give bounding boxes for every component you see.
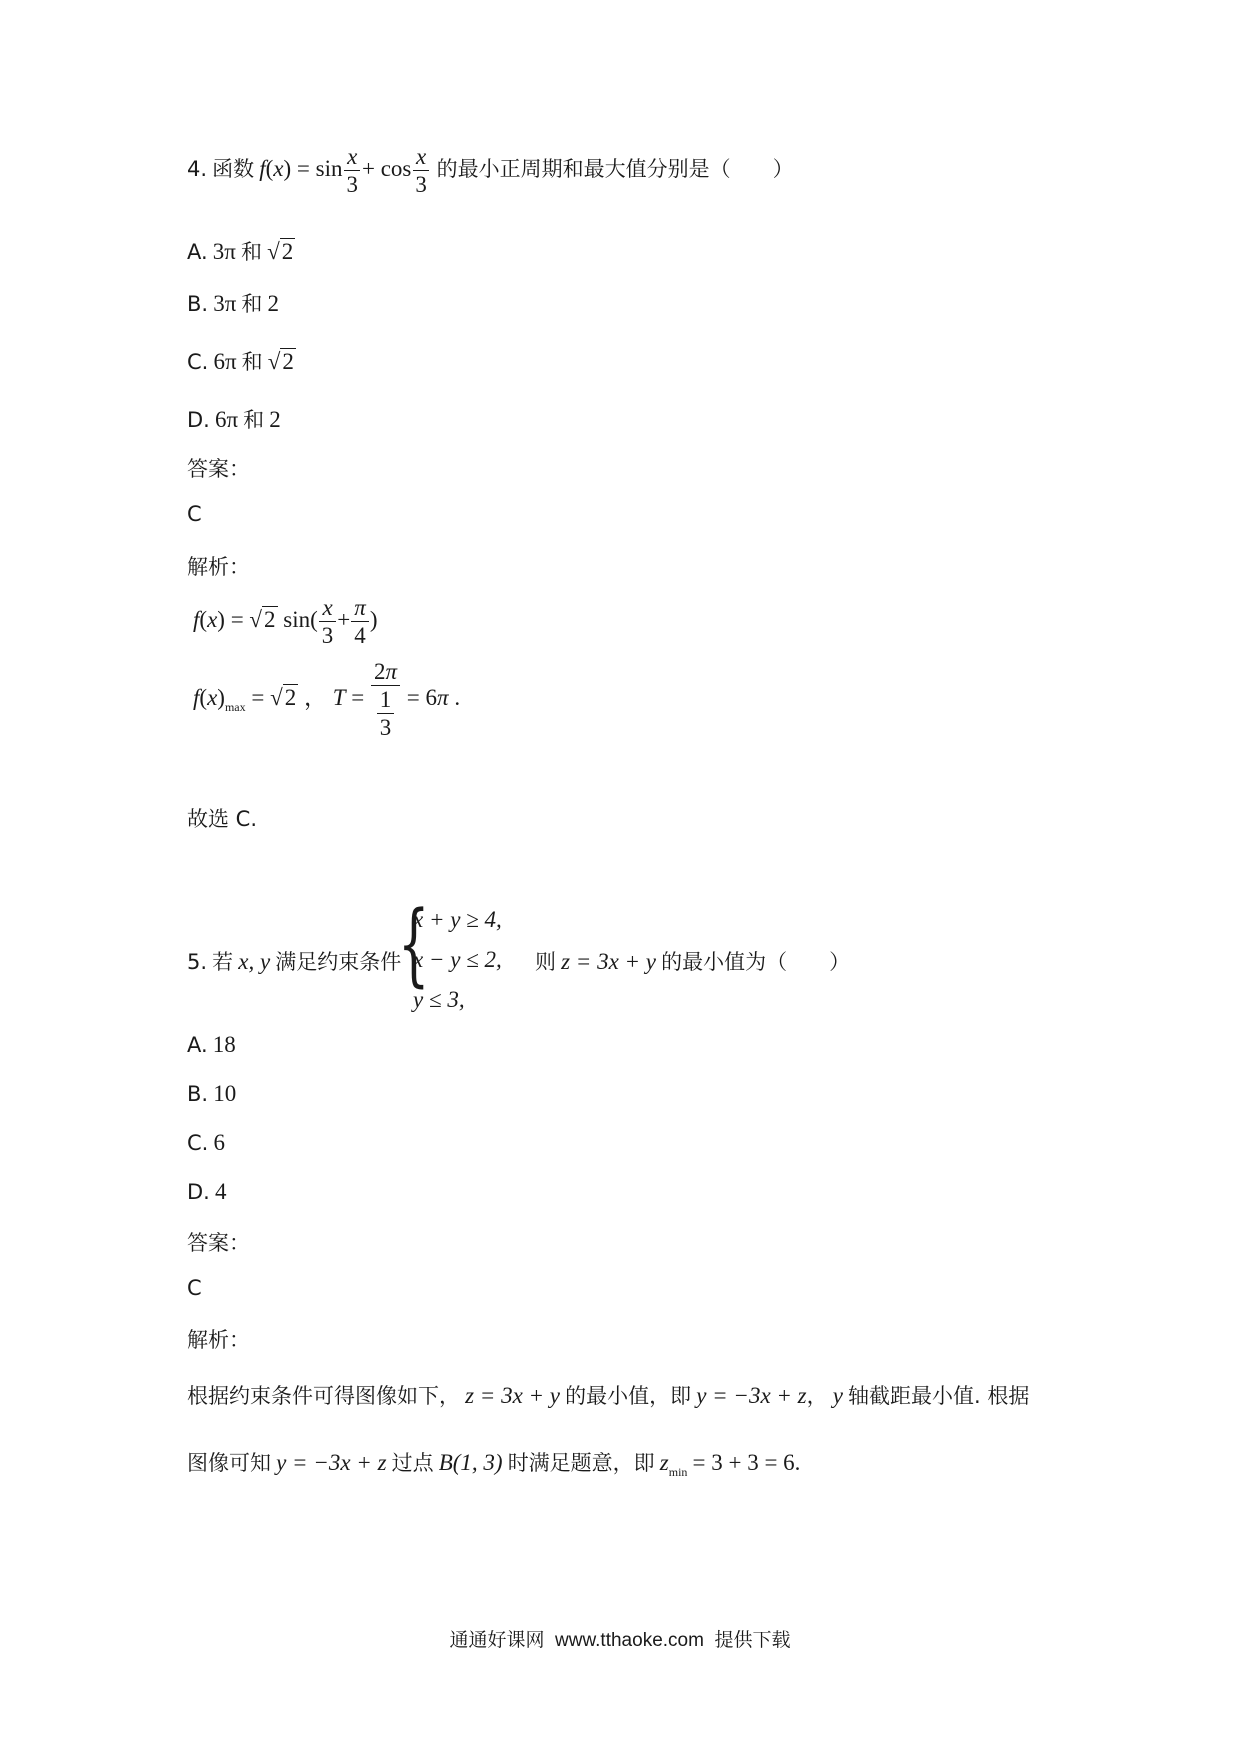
analysis-math: y	[832, 1383, 843, 1408]
constraint-brace: {	[398, 892, 430, 997]
option-period: 3π	[213, 291, 237, 316]
analysis-text: 过点	[391, 1451, 434, 1475]
analysis-text: 时满足题意，即	[507, 1451, 655, 1475]
q5-stem-mid: 满足约束条件	[275, 950, 402, 974]
q4-number: 4.	[187, 156, 208, 181]
analysis-math: z = 3x + y	[465, 1383, 561, 1408]
option-label: A.	[187, 240, 208, 264]
q5-stem-right	[535, 946, 850, 976]
q5-vars: x, y	[238, 949, 271, 974]
q4-analysis-eq1: f(x) = √2 sin( $\frac{x}{3}$ + $\frac{\pi}{4}$ )	[193, 595, 378, 648]
q4-stem	[187, 145, 794, 196]
option-label: D.	[187, 408, 210, 432]
option-conj: 和	[240, 240, 262, 264]
constraint-2: x − y ≤ 2,	[413, 947, 502, 972]
analysis-text: .	[794, 1450, 801, 1475]
analysis-text: 的最小值，即	[565, 1384, 692, 1408]
q5-analysis-label: 解析：	[187, 1328, 250, 1352]
analysis-math-zmin: $z_{min}$	[659, 1450, 688, 1479]
option-value: 4	[214, 1179, 227, 1204]
constraint-3: y ≤ 3,	[413, 987, 465, 1012]
option-value: 18	[212, 1032, 236, 1057]
q4-stem-suffix: 的最小正周期和最大值分别是（ ）	[436, 156, 794, 181]
q4-option-c	[187, 346, 296, 376]
q5-number: 5.	[187, 950, 208, 974]
option-period: 6π	[214, 407, 239, 432]
analysis-math: = 3 + 3 = 6	[692, 1450, 795, 1475]
q4-answer-label: 答案：	[187, 457, 250, 481]
q4-conclusion: 故选 C.	[187, 807, 258, 831]
option-conj: 和	[241, 292, 263, 316]
analysis-math: B(1, 3)	[438, 1450, 503, 1475]
q5-stem-left	[187, 946, 401, 976]
option-label: B.	[187, 1082, 209, 1106]
analysis-math: y = −3x + z	[276, 1450, 387, 1475]
q5-stem-prefix: 若	[212, 950, 234, 974]
q4-option-d	[187, 404, 281, 434]
option-label: C.	[187, 350, 209, 374]
analysis-text: 根据约束条件可得图像如下，	[187, 1384, 460, 1408]
option-label: C.	[187, 1131, 209, 1155]
option-period: 3π	[212, 239, 236, 264]
q5-analysis-line2	[187, 1447, 800, 1480]
option-conj: 和	[243, 408, 265, 432]
q4-option-b	[187, 288, 279, 318]
footer-watermark: 通通好课网 www.tthaoke.com 提供下载	[449, 1630, 791, 1651]
q4-stem-prefix: 函数	[212, 156, 255, 181]
option-value: √2	[267, 239, 294, 264]
option-value: 2	[267, 291, 279, 316]
option-label: D.	[187, 1180, 210, 1204]
q4-analysis-label: 解析：	[187, 555, 250, 579]
analysis-text: 轴截距最小值. 根据	[848, 1384, 1030, 1408]
option-value: 6	[213, 1130, 225, 1155]
q5-option-c	[187, 1130, 225, 1156]
q5-objective: z = 3x + y	[561, 949, 657, 974]
q5-option-b	[187, 1081, 236, 1107]
analysis-text: 图像可知	[187, 1451, 271, 1475]
q5-stem-suffix: 的最小值为（ ）	[661, 950, 851, 974]
option-label: B.	[187, 292, 209, 316]
option-conj: 和	[241, 350, 263, 374]
q5-option-d	[187, 1179, 226, 1205]
q5-then: 则	[535, 950, 556, 974]
option-value: 2	[269, 407, 281, 432]
q5-answer-label: 答案：	[187, 1231, 250, 1255]
q4-option-a	[187, 236, 295, 266]
analysis-math: y = −3x + z	[696, 1383, 807, 1408]
q4-function: f(x) = sin $\frac{x}{3}$ + cos $\frac{x}{3}$	[259, 156, 436, 181]
q5-answer: C	[187, 1276, 202, 1300]
q5-analysis-line1	[187, 1380, 1029, 1410]
q5-option-a	[187, 1032, 236, 1058]
option-value: 10	[213, 1081, 237, 1106]
option-period: 6π	[213, 349, 237, 374]
option-label: A.	[187, 1033, 208, 1057]
analysis-text: ，	[806, 1384, 828, 1408]
constraint-1: x + y ≥ 4,	[413, 907, 502, 932]
q4-answer: C	[187, 502, 202, 526]
q4-analysis-eq2: $f(x)_{max} = √2$ ， T = $\frac{2\pi}{\frac{1}{3}}$ = 6π .	[193, 659, 461, 740]
option-value: √2	[267, 349, 294, 374]
